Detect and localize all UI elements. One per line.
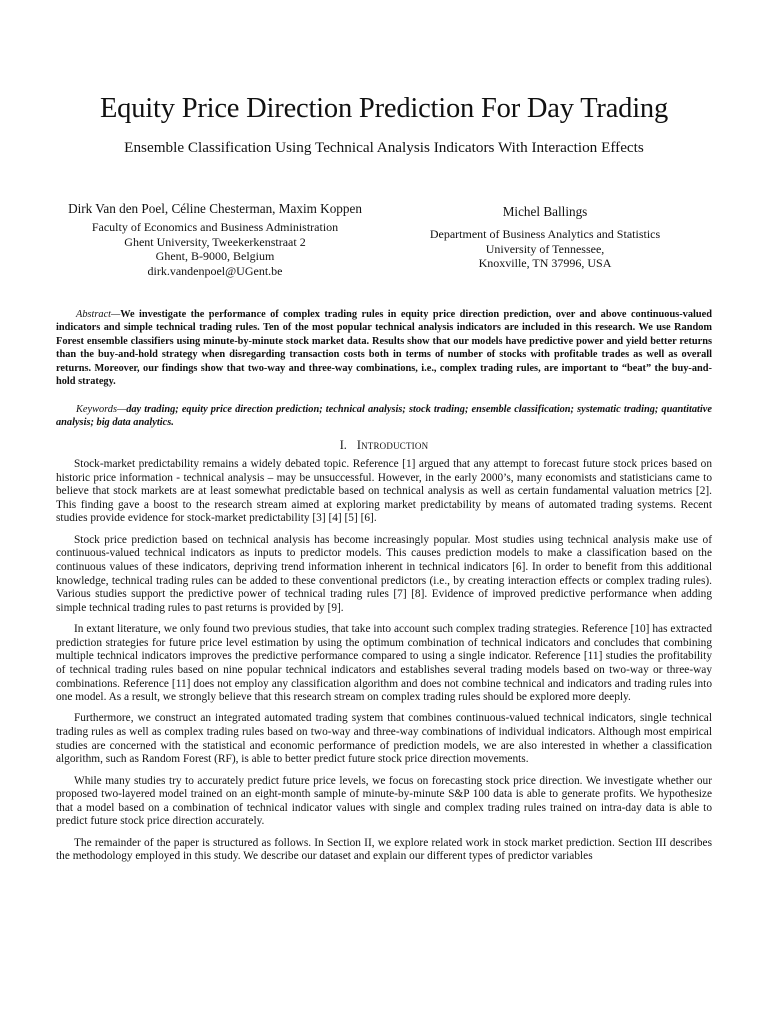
section-number: I.	[339, 438, 347, 452]
affiliation-line: Ghent, B-9000, Belgium	[155, 249, 275, 264]
author-block-left	[40, 201, 390, 278]
affiliation-line: Ghent University, Tweekerkenstraat 2	[124, 234, 306, 249]
abstract-lead: Abstract—	[76, 309, 121, 320]
body-paragraph: The remainder of the paper is structured as follows. In Section II, we explore related work in stock market prediction. Section III describes the methodology employed in this study. We describe our dataset and explain our different types of predictor variables	[56, 836, 712, 863]
paper-title: Equity Price Direction Prediction For Day Trading	[99, 93, 669, 124]
body-paragraph: While many studies try to accurately predict future price levels, we focus on forecasting stock price direction. We investigate whether our proposed two-layered model trained on an eight-month sample of minute-by-minute S&P 100 data is able to generate profits. We hypothesize that a model based on a combination of technical indicator values with single and complex trading rules trained on intra-day data is able to predict future stock price direction accurately.	[56, 774, 712, 828]
author-names-left: Dirk Van den Poel, Céline Chesterman, Maxim Koppen	[68, 201, 362, 216]
keywords-text: day trading; equity price direction prediction; technical analysis; stock trading; ensemble classification; systematic trading; quantitative analysis; big data analytics.	[56, 404, 712, 429]
abstract	[56, 308, 712, 388]
body-paragraph: Furthermore, we construct an integrated automated trading system that combines continuous-valued technical indicators, single technical trading rules as well as complex trading rules based on two-way and three-way combinations of individual indicators. Although most empirical studies are concerned with the statistical and economic performance of prediction models, we are also interested in whether a classification algorithm, such as Random Forest (RF), is able to better predict future stock price direction movements.	[56, 712, 712, 766]
body-paragraph: In extant literature, we only found two previous studies, that take into account such complex trading strategies. Reference [10] has extracted prediction strategies for future price level estimation by using the optimum combination of technical indicators and concludes that combining multiple technical indicators improves the predictive performance compared to using a single indicator. Reference [11] studies the profitability of technical trading rules based on nine popular technical indicators and establishes several trading models based on two-way or three-way combinations. Reference [11] does not employ any classification algorithm and does not combine technical and indicators and trading rules into one model. As a result, we strongly believe that this research stream on complex trading rules should be explored more deeply.	[56, 623, 712, 704]
author-email: dirk.vandenpoel@UGent.be	[147, 263, 283, 278]
paper-subtitle: Ensemble Classification Using Technical Analysis Indicators With Interaction Effects	[124, 139, 644, 156]
body-paragraph: Stock-market predictability remains a widely debated topic. Reference [1] argued that any attempt to forecast future stock prices based on historic price information - technical analysis – may be unsuccessful. However, in the early 2000’s, many economists and statisticians came to believe that stock markets are at least somewhat predictable based on technical analysis as well as certain fundamental valuation metrics [2]. This finding gave a boost to the research stream aimed at exploring market predictability by means of automated trading systems. Recent studies provide evidence for stock-market predictability [3] [4] [5] [6].	[56, 458, 712, 525]
section-body	[56, 458, 712, 872]
affiliation-line: University of Tennessee,	[485, 241, 605, 256]
section-heading	[0, 438, 768, 453]
keywords	[56, 403, 712, 430]
section-title: Introduction	[356, 438, 429, 452]
abstract-text: We investigate the performance of complex trading rules in equity price direction prediction, over and above continuous-valued indicators and simple technical trading rules. Ten of the most popular technical analysis indicators are included in this research. We use Random Forest ensemble classifiers using minute-by-minute stock market data. Results show that our models have predictive power and yield better returns than the buy-and-hold strategy when disregarding transaction costs both in terms of number of stocks with profitable trades as well as overall returns. Moreover, our findings show that two-way and three-way combinations, i.e., complex trading rules, are important to “beat” the buy-and-hold strategy.	[56, 309, 712, 388]
affiliation-line: Knoxville, TN 37996, USA	[478, 256, 612, 271]
keywords-lead: Keywords—	[76, 404, 127, 415]
affiliation-line: Department of Business Analytics and Statistics	[429, 227, 661, 241]
body-paragraph: Stock price prediction based on technical analysis has become increasingly popular. Most studies using technical analysis make use of continuous-valued technical indicators as inputs to predictor models. This causes prediction models to make a classification based on the continuous values of these indicators, depriving trend information inherent in technical indicators [6]. In order to benefit from this additional knowledge, technical trading rules can be added to these conventional predictors (i.e., by creating interaction effects or complex trading rules). Various studies support the predictive power of technical trading rules [7] [8]. Evidence of improved predictive performance when adding simple technical trading rules to past returns is provided by [9].	[56, 533, 712, 614]
affiliation-line: Faculty of Economics and Business Administration	[91, 220, 339, 234]
author-names-right: Michel Ballings	[502, 204, 588, 219]
author-block-right	[390, 204, 700, 271]
